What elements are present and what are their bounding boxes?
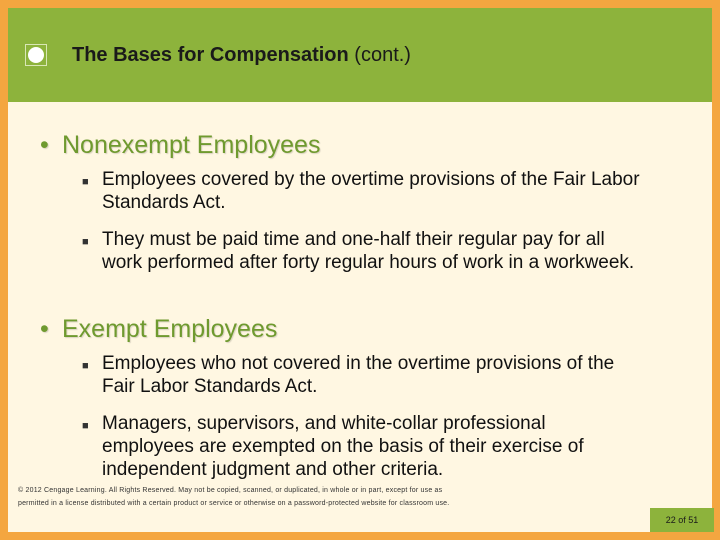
bullet-item [82, 168, 642, 214]
bullet-text: Managers, supervisors, and white-collar professional employees are exempted on the basis of their exercise of independent judgment and other criteria. [102, 413, 584, 480]
copyright-line-1: © 2012 Cengage Learning. All Rights Reserved. May not be copied, scanned, or duplicated, in whole or in part, except for use as [18, 487, 443, 494]
slide-title-cont: (cont.) [354, 44, 411, 66]
section-heading-text: Exempt Employees [62, 315, 278, 343]
bullet-dot-icon: • [40, 131, 49, 159]
copyright-line-2: permitted in a license distributed with a certain product or service or otherwise on a password-protected website for classroom use. [18, 500, 450, 507]
slide-title-main: The Bases for Compensation [72, 44, 349, 66]
section-heading-exempt [40, 315, 277, 344]
page-of: of [678, 515, 686, 525]
page-total: 51 [688, 515, 699, 525]
bullet-text: Employees covered by the overtime provisions of the Fair Labor Standards Act. [102, 169, 640, 213]
slide-title [72, 44, 411, 67]
title-circle-icon [28, 47, 44, 63]
square-bullet-icon: ■ [82, 176, 89, 188]
bullet-item [82, 352, 642, 398]
page-number-badge [650, 508, 714, 532]
square-bullet-icon: ■ [82, 236, 89, 248]
section-heading-nonexempt [40, 131, 320, 160]
page-current: 22 [665, 515, 676, 525]
bullet-text: Employees who not covered in the overtime provisions of the Fair Labor Standards Act. [102, 353, 615, 397]
copyright-footer [18, 484, 558, 510]
section-heading-text: Nonexempt Employees [62, 131, 321, 159]
square-bullet-icon: ■ [82, 360, 89, 372]
bullet-item [82, 228, 642, 274]
bullet-text: They must be paid time and one-half their regular pay for all work performed after forty regular hours of work in a workweek. [102, 229, 635, 273]
bullet-item [82, 412, 642, 481]
square-bullet-icon: ■ [82, 420, 89, 432]
bullet-dot-icon: • [40, 315, 49, 343]
